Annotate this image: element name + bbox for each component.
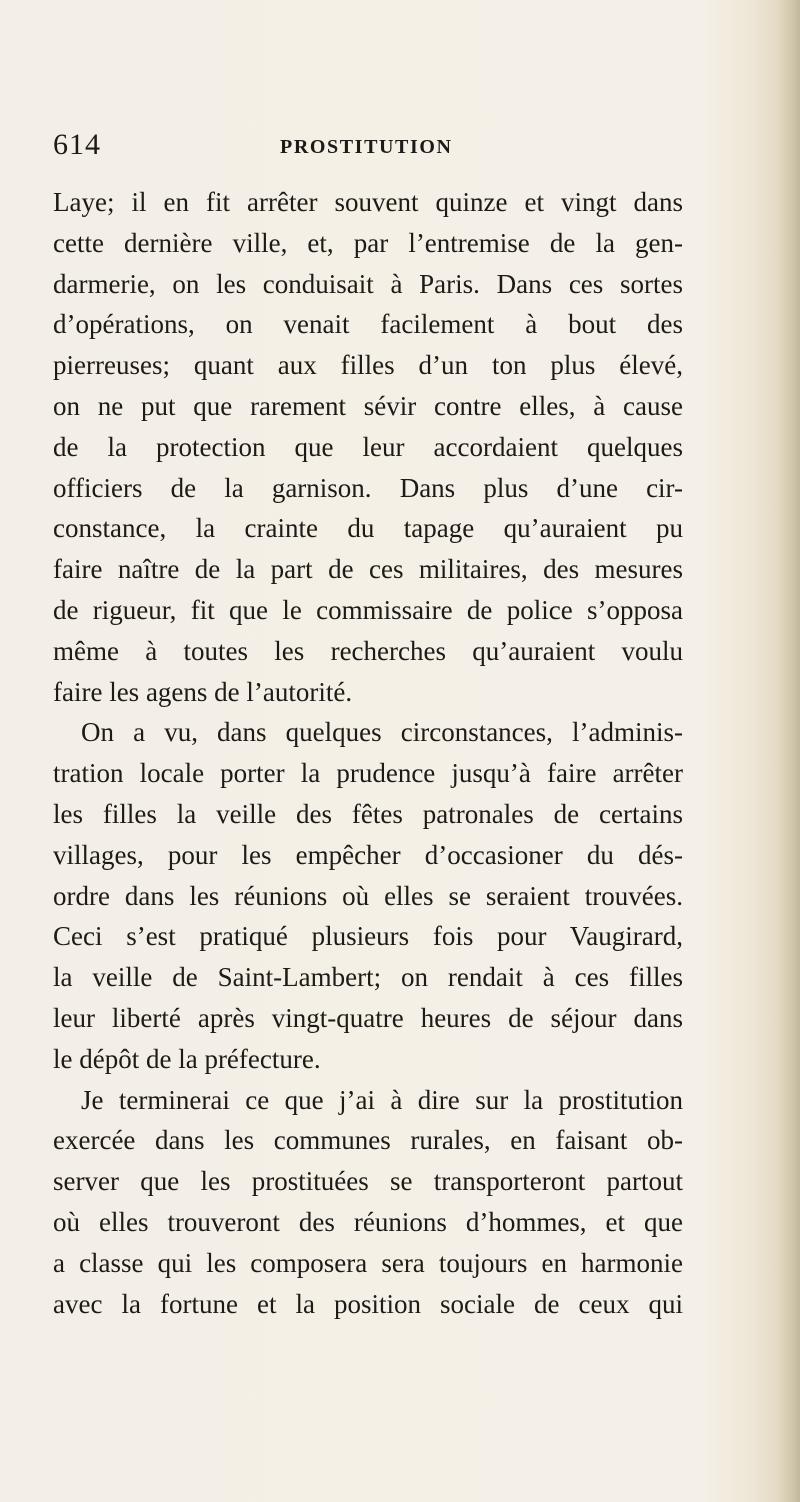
text-line: darmerie, on les conduisait à Paris. Dans ces sortes xyxy=(53,268,683,299)
text-line: constance, la crainte du tapage qu’auraient pu xyxy=(53,513,683,544)
text-line: server que les prostituées se transporteront partout xyxy=(53,1166,683,1197)
text-line: pierreuses; quant aux filles d’un ton plus élevé, xyxy=(53,350,683,381)
text-line: avec la fortune et la position sociale de ceux qui xyxy=(53,1288,683,1319)
running-title: PROSTITUTION xyxy=(280,136,453,158)
text-line: ordre dans les réunions où elles se seraient trouvées. xyxy=(53,880,683,911)
text-line: même à toutes les recherches qu’auraient voulu xyxy=(53,635,683,666)
text-line: où elles trouveront des réunions d’hommes, et que xyxy=(53,1206,683,1237)
text-line: villages, pour les empêcher d’occasioner du dés- xyxy=(53,839,683,870)
text-line: officiers de la garnison. Dans plus d’une cir- xyxy=(53,472,683,503)
text-line: Ceci s’est pratiqué plusieurs fois pour Vaugirard, xyxy=(53,921,683,952)
text-line: exercée dans les communes rurales, en faisant ob- xyxy=(53,1125,683,1156)
text-line: les filles la veille des fêtes patronales de certains xyxy=(53,798,683,829)
body-text xyxy=(53,182,683,1324)
text-line: tration locale porter la prudence jusqu’à faire arrêter xyxy=(53,758,683,789)
paragraph-last-line: le dépôt de la préfecture. xyxy=(53,1043,321,1074)
paragraph-first-line: Je terminerai ce que j’ai à dire sur la prostitution xyxy=(81,1084,683,1115)
page-edge-shadow xyxy=(778,0,800,1502)
text-line: cette dernière ville, et, par l’entremise de la gen- xyxy=(53,227,683,258)
text-line: de rigueur, fit que le commissaire de police s’opposa xyxy=(53,594,683,625)
paragraph-first-line: On a vu, dans quelques circonstances, l’adminis- xyxy=(81,717,683,748)
text-line: a classe qui les composera sera toujours en harmonie xyxy=(53,1247,683,1278)
text-line: d’opérations, on venait facilement à bout des xyxy=(53,309,683,340)
page-number: 614 xyxy=(53,128,101,161)
text-line: on ne put que rarement sévir contre elles, à cause xyxy=(53,390,683,421)
text-line: faire naître de la part de ces militaires, des mesures xyxy=(53,554,683,585)
text-line: Laye; il en fit arrêter souvent quinze et vingt dans xyxy=(53,187,683,217)
paragraph-last-line: faire les agens de l’autorité. xyxy=(53,676,353,707)
text-line: leur liberté après vingt-quatre heures de séjour dans xyxy=(53,1002,683,1033)
text-line: de la protection que leur accordaient quelques xyxy=(53,431,683,462)
page-header xyxy=(53,128,693,170)
text-line: la veille de Saint-Lambert; on rendait à ces filles xyxy=(53,962,683,993)
